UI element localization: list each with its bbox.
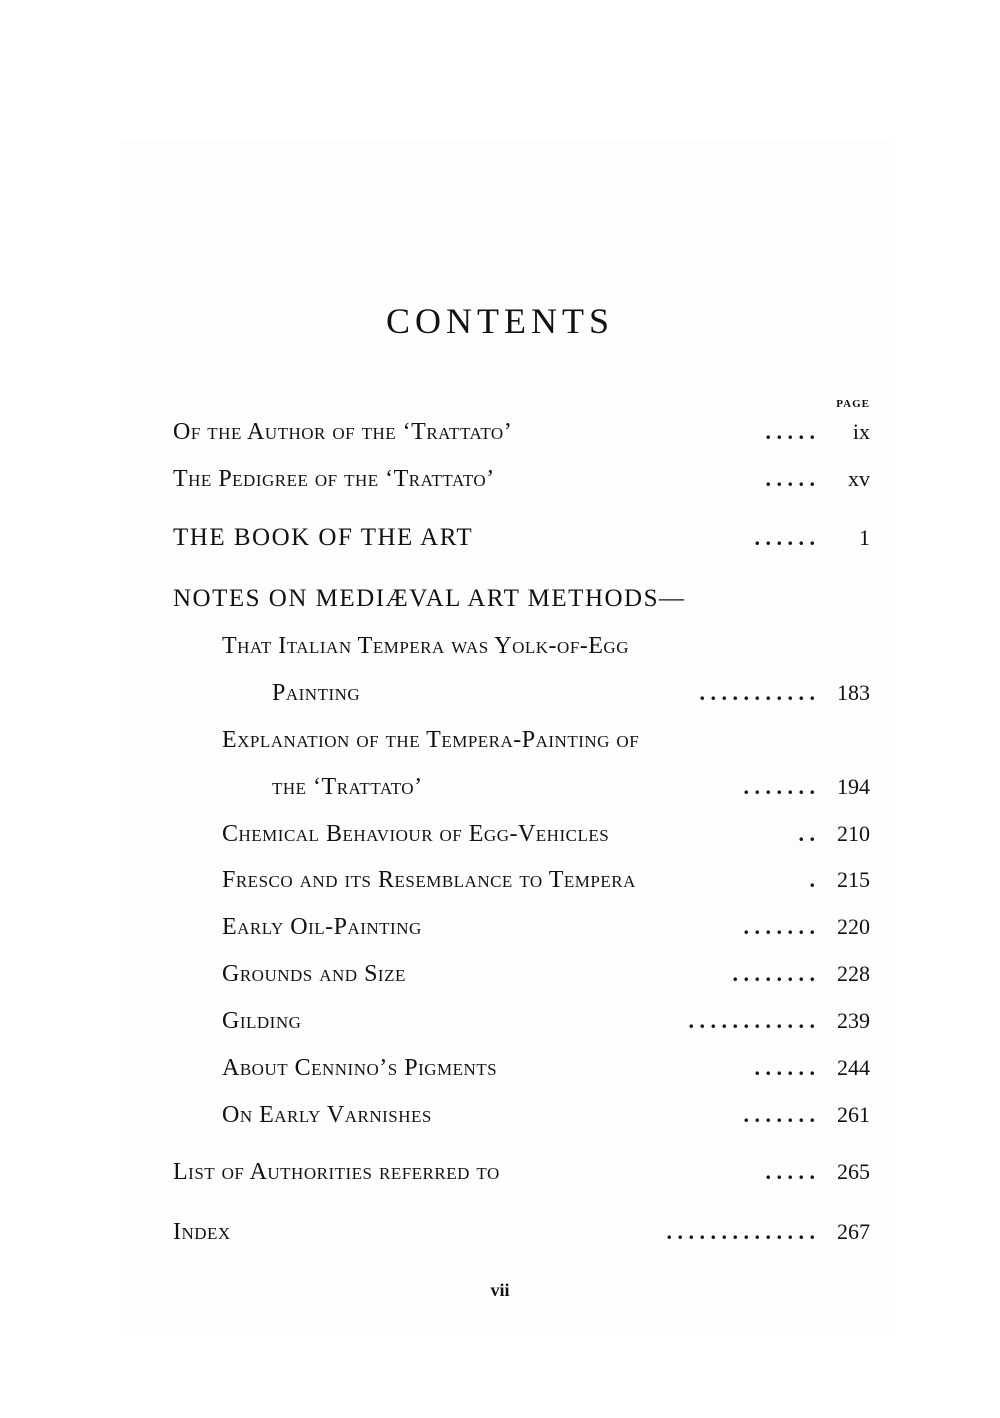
leader-dots: . . [798,821,815,846]
toc-entry-page: 239 [837,1008,870,1033]
leader-dots: . [809,867,815,892]
leader-dots: . . . . . . . [743,774,815,799]
toc-entry-page: 244 [837,1055,870,1080]
toc-entry-page: 261 [837,1102,870,1127]
toc-entry-page: 183 [837,680,870,705]
leader-dots: . . . . . . [754,1055,815,1080]
toc-entry-label: The Pedigree of the ‘Trattato’ [173,466,495,492]
toc-entry-label: About Cennino’s Pigments [222,1055,498,1081]
toc-entry-index [0,1216,1000,1248]
toc-entry-label: Index [173,1219,231,1245]
toc-entry-label: Chemical Behaviour of Egg-Vehicles [222,821,610,847]
toc-entry-fresco [0,864,1000,896]
toc-entry-label: Early Oil-Painting [222,914,422,940]
toc-entry-authorities [0,1156,1000,1188]
toc-entry-yolk-of-egg [0,630,1000,662]
toc-entry-page: 1 [859,525,870,550]
toc-entry-label: Painting [272,680,361,706]
toc-entry-page: 265 [837,1159,870,1184]
toc-entry-page: ix [852,419,870,444]
toc-entry-label: Of the Author of the ‘Trattato’ [173,419,513,445]
toc-entry-label: THE BOOK OF THE ART [173,524,474,551]
toc-entry-pedigree [0,463,1000,495]
toc-entry-label: Fresco and its Resemblance to Tempera [222,867,636,893]
toc-entry-label: That Italian Tempera was Yolk-of-Egg [222,633,629,659]
toc-entry-label: On Early Varnishes [222,1102,432,1128]
toc-entry-page: xv [848,466,870,491]
leader-dots: . . . . . [765,1159,815,1184]
page-number: vii [490,1280,510,1300]
toc-entry-chemical [0,818,1000,850]
toc-entry-label: the ‘Trattato’ [272,774,423,800]
toc-entry-pigments [0,1052,1000,1084]
toc-entry-page: 210 [837,821,870,846]
toc-entry-varnishes [0,1099,1000,1131]
leader-dots: . . . . . [765,419,815,444]
toc-entry-page: 220 [837,914,870,939]
toc-entry-painting [0,677,1000,709]
leader-dots: . . . . . [765,466,815,491]
toc-entry-label: Gilding [222,1008,302,1034]
leader-dots: . . . . . . . . [732,961,815,986]
leader-dots: . . . . . . . . . . . . . . [666,1219,815,1244]
leader-dots: . . . . . . . . . . . . [688,1008,815,1033]
toc-entry-notes-heading [0,583,1000,615]
leader-dots: . . . . . . [754,525,815,550]
leader-dots: . . . . . . . . . . . [699,680,815,705]
toc-entry-page: 228 [837,961,870,986]
toc-entry-author [0,416,1000,448]
page-column-label: PAGE [836,398,870,410]
toc-entry-the-trattato [0,771,1000,803]
toc-entry-label: Grounds and Size [222,961,406,987]
toc-entry-early-oil [0,911,1000,943]
toc-entry-gilding [0,1005,1000,1037]
toc-entry-label: Explanation of the Tempera-Painting of [222,727,640,753]
toc-entry-page: 215 [837,867,870,892]
toc-entry-page: 267 [837,1219,870,1244]
leader-dots: . . . . . . . [743,914,815,939]
toc-entry-book-of-the-art [0,522,1000,554]
page-title: CONTENTS [386,301,614,341]
toc-entry-explanation [0,724,1000,756]
toc-entry-page: 194 [837,774,870,799]
toc-entry-grounds [0,958,1000,990]
leader-dots: . . . . . . . [743,1102,815,1127]
toc-entry-label: List of Authorities referred to [173,1159,500,1185]
toc-entry-label: NOTES ON MEDIÆVAL ART METHODS— [173,585,686,612]
